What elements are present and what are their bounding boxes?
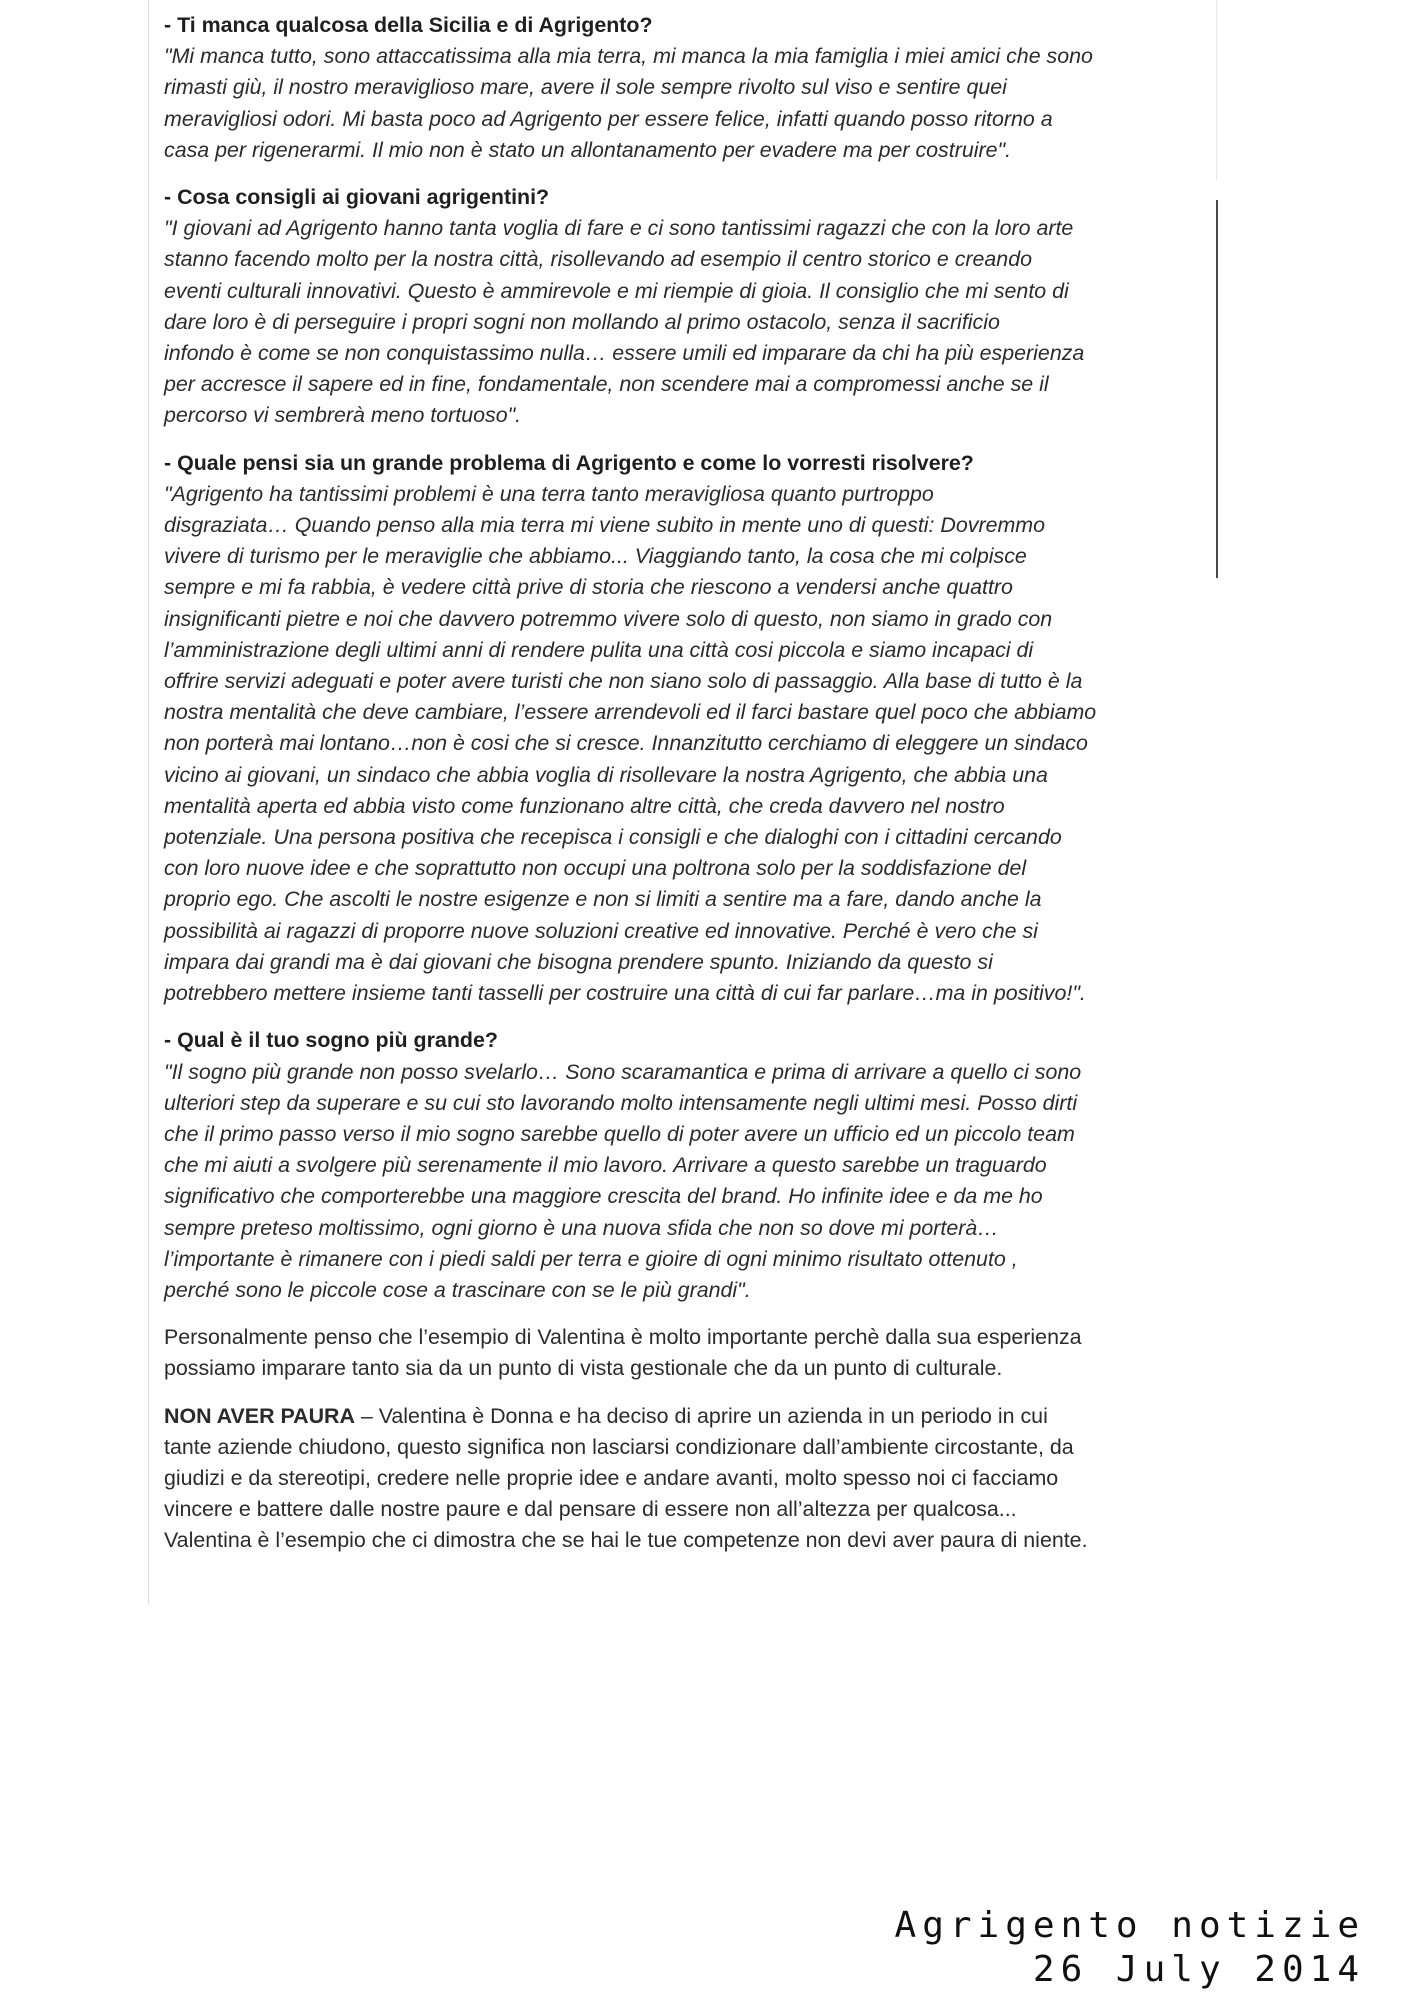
answer [164, 479, 1214, 1009]
answer-line: vicino ai giovani, un sindaco che abbia voglia di risollevare la nostra Agrigento, che abbia una [164, 762, 1048, 787]
answer-line: non porterà mai lontano…non è cosi che si cresce. Innanzitutto cerchiamo di eleggere un sindaco [164, 731, 1088, 756]
right-margin-line [1216, 0, 1217, 180]
source-caption [895, 1904, 1365, 1992]
answer-line: per accresce il sapere ed in fine, fondamentale, non scendere mai a compromessi anche se il [164, 372, 1049, 397]
answer-line: con loro nuove idee e che soprattutto non occupi una poltrona solo per la soddisfazione del [164, 856, 1027, 881]
answer [164, 213, 1214, 431]
source-name: Agrigento notizie [894, 1905, 1365, 1946]
answer-line: potenziale. Una persona positiva che recepisca i consigli e che dialoghi con i cittadini cercando [164, 825, 1062, 850]
answer [164, 1057, 1214, 1307]
answer-line: casa per rigenerarmi. Il mio non è stato un allontanamento per evadere ma per costruire". [164, 137, 1012, 162]
answer-line: potrebbero mettere insieme tanti tasselli per costruire una città di cui far parlare…ma in positivo!". [164, 981, 1086, 1006]
answer-line: mentalità aperta ed abbia visto come funzionano altre città, che creda davvero nel nostro [164, 793, 1005, 818]
question: - Cosa consigli ai giovani agrigentini? [164, 185, 550, 210]
paragraph-line: giudizi e da stereotipi, credere nelle proprie idee e andare avanti, molto spesso noi ci facciamo [164, 1465, 1059, 1490]
answer-line: proprio ego. Che ascolti le nostre esigenze e non si limiti a sentire ma a fare, dando anche la [164, 887, 1042, 912]
interview-section [164, 182, 1214, 432]
right-edge-bar [1216, 200, 1218, 578]
article-body [164, 10, 1214, 1573]
answer-line: l’importante è rimanere con i piedi saldi per terra e gioire di ogni minimo risultato ottenuto , [164, 1246, 1018, 1271]
interview-section [164, 1025, 1214, 1306]
answer-line: perché sono le piccole cose a trascinare con se le più grandi". [164, 1277, 751, 1302]
left-margin-line [148, 0, 149, 1604]
answer-line: stanno facendo molto per la nostra città, risollevando ad esempio il centro storico e creando [164, 247, 1032, 272]
answer-line: "I giovani ad Agrigento hanno tanta voglia di fare e ci sono tantissimi ragazzi che con la loro arte [164, 216, 1074, 241]
paragraph-line: Valentina è l’esempio che ci dimostra che se hai le tue competenze non devi aver paura di niente. [164, 1528, 1088, 1553]
interview-section [164, 448, 1214, 1010]
personal-opinion [164, 1322, 1214, 1384]
answer-line: l’amministrazione degli ultimi anni di rendere pulita una città cosi piccola e siamo incapaci di [164, 637, 1034, 662]
answer-line: disgraziata… Quando penso alla mia terra mi viene subito in mente uno di questi: Dovremmo [164, 513, 1046, 538]
paragraph-line: Personalmente penso che l’esempio di Valentina è molto importante perchè dalla sua esperienza [164, 1325, 1082, 1350]
closing-paragraph [164, 1401, 1214, 1557]
paragraph-line: vincere e battere dalle nostre paure e dal pensare di essere non all’altezza per qualcosa... [164, 1497, 1017, 1522]
closing-first-line: – Valentina è Donna e ha deciso di aprire un azienda in un periodo in cui [354, 1403, 1048, 1428]
answer-line: meravigliosi odori. Mi basta poco ad Agrigento per essere felice, infatti quando posso ritorno a [164, 106, 1053, 131]
answer-line: "Mi manca tutto, sono attaccatissima alla mia terra, mi manca la mia famiglia i miei amici che sono [164, 44, 1093, 69]
answer [164, 41, 1214, 166]
answer-line: impara dai grandi ma è dai giovani che bisogna prendere spunto. Iniziando da questo si [164, 949, 993, 974]
answer-line: nostra mentalità che deve cambiare, l’essere arrendevoli ed il farci bastare quel poco che abbiamo [164, 700, 1097, 725]
answer-line: possibilità ai ragazzi di proporre nuove soluzioni creative ed innovative. Perché è vero che si [164, 918, 1038, 943]
question: - Quale pensi sia un grande problema di Agrigento e come lo vorresti risolvere? [164, 450, 974, 475]
closing-text [164, 1401, 1214, 1557]
answer-line: insignificanti pietre e noi che davvero potremmo vivere solo di questo, non siamo in grado con [164, 606, 1053, 631]
answer-line: percorso vi sembrerà meno tortuoso". [164, 403, 522, 428]
paragraph-line: tante aziende chiudono, questo significa non lasciarsi condizionare dall’ambiente circostante, da [164, 1434, 1074, 1459]
question: - Ti manca qualcosa della Sicilia e di Agrigento? [164, 13, 653, 37]
closing-lead: NON AVER PAURA [164, 1403, 355, 1428]
answer-line: offrire servizi adeguati e poter avere turisti che non siano solo di passaggio. Alla base di tutto è la [164, 669, 1083, 694]
answer-line: infondo è come se non conquistassimo nulla… essere umili ed imparare da chi ha più esperienza [164, 341, 1085, 366]
answer-line: dare loro è di perseguire i propri sogni non mollando al primo ostacolo, senza il sacrificio [164, 309, 1000, 334]
answer-line: che mi aiuti a svolgere più serenamente il mio lavoro. Arrivare a questo sarebbe un traguardo [164, 1153, 1047, 1178]
source-date: 26 July 2014 [1032, 1949, 1365, 1990]
question: - Qual è il tuo sogno più grande? [164, 1028, 498, 1053]
answer-line: significativo che comporterebbe una maggiore crescita del brand. Ho infinite idee e da me ho [164, 1184, 1043, 1209]
answer-line: eventi culturali innovativi. Questo è ammirevole e mi riempie di gioia. Il consiglio che mi sento di [164, 278, 1069, 303]
answer-line: "Il sogno più grande non posso svelarlo… Sono scaramantica e prima di arrivare a quello ci sono [164, 1059, 1082, 1084]
answer-line: sempre e mi fa rabbia, è vedere città prive di storia che riescono a vendersi anche quattro [164, 575, 1013, 600]
answer-line: "Agrigento ha tantissimi problemi è una terra tanto meravigliosa quanto purtroppo [164, 481, 934, 506]
interview-section [164, 10, 1214, 166]
answer-line: che il primo passo verso il mio sogno sarebbe quello di poter avere un ufficio ed un piccolo team [164, 1121, 1075, 1146]
answer-line: sempre preteso moltissimo, ogni giorno è una nuova sfida che non so dove mi porterà… [164, 1215, 999, 1240]
paragraph-line [164, 1401, 1214, 1432]
personal-paragraph [164, 1322, 1214, 1384]
paragraph-line: possiamo imparare tanto sia da un punto di vista gestionale che da un punto di culturale. [164, 1356, 1003, 1381]
answer-line: rimasti giù, il nostro meraviglioso mare, avere il sole sempre rivolto sul viso e sentire quei [164, 75, 1007, 100]
answer-line: vivere di turismo per le meraviglie che abbiamo... Viaggiando tanto, la cosa che mi colpisce [164, 544, 1027, 569]
answer-line: ulteriori step da superare e su cui sto lavorando molto intensamente negli ultimi mesi. Posso dirti [164, 1090, 1078, 1115]
